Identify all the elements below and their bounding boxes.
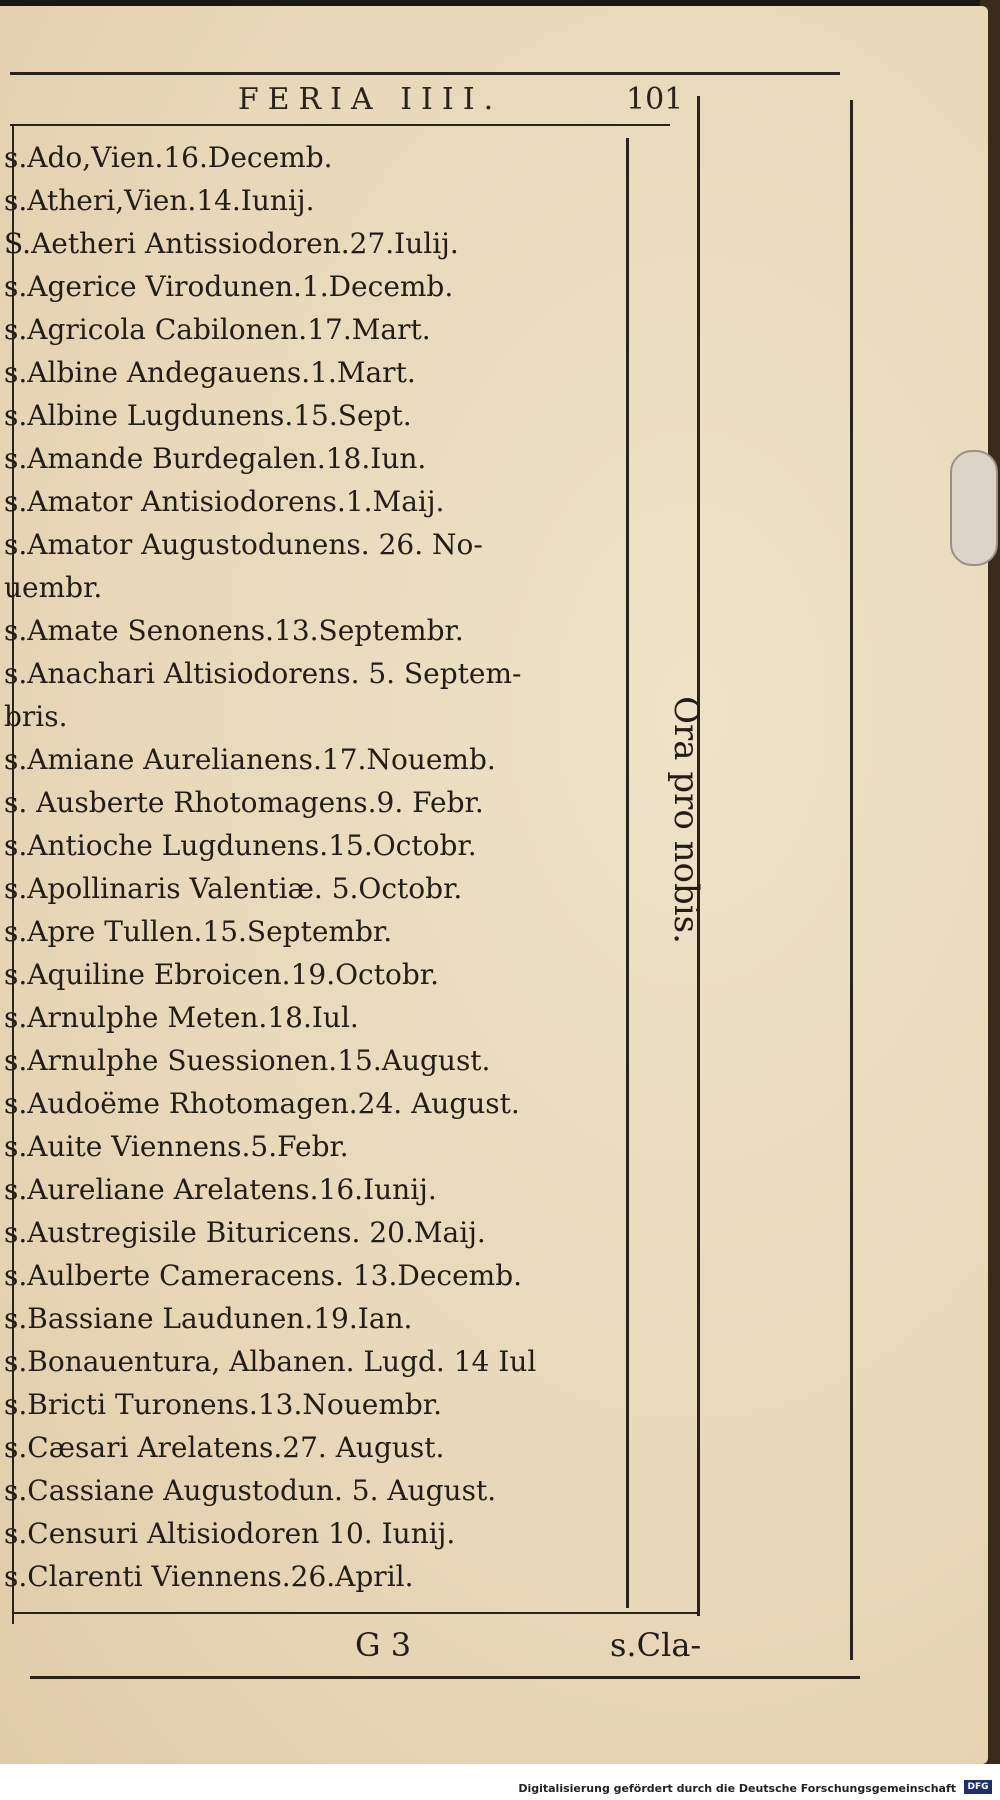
litany-entry: s.Antioche Lugdunens.15.Octobr. xyxy=(4,829,477,862)
outer-right-border xyxy=(850,100,853,1660)
litany-entry: s.Cæsari Arelatens.27. August. xyxy=(4,1431,445,1464)
litany-entry: s.Auite Viennens.5.Febr. xyxy=(4,1130,349,1163)
litany-entry: s.Agerice Virodunen.1.Decemb. xyxy=(4,270,454,303)
litany-entry: s.Censuri Altisiodoren 10. Iunij. xyxy=(4,1517,456,1550)
litany-entry: s.Bassiane Laudunen.19.Ian. xyxy=(4,1302,413,1335)
litany-entry: s.Austregisile Bituricens. 20.Maij. xyxy=(4,1216,486,1249)
running-head: FERIA IIII. xyxy=(237,82,503,117)
litany-entry: s.Ado,Vien.16.Decemb. xyxy=(4,141,333,174)
litany-entry: bris. xyxy=(4,700,68,733)
litany-entry: s.Arnulphe Meten.18.Iul. xyxy=(4,1001,359,1034)
signature-mark: G 3 xyxy=(355,1626,412,1664)
litany-entry: s.Amator Augustodunens. 26. No- xyxy=(4,528,483,561)
litany-entry: s.Amator Antisiodorens.1.Maij. xyxy=(4,485,445,518)
page-tab xyxy=(950,450,998,566)
litany-entry: s.Albine Lugdunens.15.Sept. xyxy=(4,399,412,432)
litany-entry: s.Bricti Turonens.13.Nouembr. xyxy=(4,1388,443,1421)
litany-entry: s.Aquiline Ebroicen.19.Octobr. xyxy=(4,958,439,991)
litany-entries xyxy=(4,136,634,1598)
litany-entry: s.Aureliane Arelatens.16.Iunij. xyxy=(4,1173,437,1206)
litany-entry: uembr. xyxy=(4,571,103,604)
litany-entry: s.Atheri,Vien.14.Iunij. xyxy=(4,184,315,217)
litany-entry: s.Aulberte Cameracens. 13.Decemb. xyxy=(4,1259,523,1292)
litany-entry: s.Bonauentura, Albanen. Lugd. 14 Iul xyxy=(4,1345,537,1378)
litany-entry: s.Arnulphe Suessionen.15.August. xyxy=(4,1044,491,1077)
litany-entry: S.Aetheri Antissiodoren.27.Iulij. xyxy=(4,227,459,260)
header-underline xyxy=(10,124,670,126)
litany-entry: s.Audoëme Rhotomagen.24. August. xyxy=(4,1087,520,1120)
litany-entry: s.Clarenti Viennens.26.April. xyxy=(4,1560,414,1593)
catchword: s.Cla- xyxy=(610,1626,702,1664)
litany-entry: s.Amiane Aurelianens.17.Nouemb. xyxy=(4,743,496,776)
refrain-ora-pro-nobis: Ora pro nobis. xyxy=(666,696,706,944)
litany-entry: s.Albine Andegauens.1.Mart. xyxy=(4,356,416,389)
dfg-logo: DFG xyxy=(964,1780,992,1794)
bottom-inner-rule xyxy=(14,1612,698,1614)
litany-entry: s.Amate Senonens.13.Septembr. xyxy=(4,614,464,647)
litany-entry: s.Apollinaris Valentiæ. 5.Octobr. xyxy=(4,872,463,905)
top-rule xyxy=(10,72,840,75)
litany-entry: s.Cassiane Augustodun. 5. August. xyxy=(4,1474,497,1507)
litany-entry: s.Amande Burdegalen.18.Iun. xyxy=(4,442,427,475)
page-number: 101 xyxy=(626,82,684,117)
bottom-rule xyxy=(30,1676,860,1679)
funding-credit: Digitalisierung gefördert durch die Deutsche Forschungsgemeinschaft xyxy=(518,1782,956,1795)
litany-entry: s.Anachari Altisiodorens. 5. Septem- xyxy=(4,657,522,690)
litany-entry: s.Agricola Cabilonen.17.Mart. xyxy=(4,313,431,346)
litany-entry: s. Ausberte Rhotomagens.9. Febr. xyxy=(4,786,484,819)
litany-entry: s.Apre Tullen.15.Septembr. xyxy=(4,915,393,948)
